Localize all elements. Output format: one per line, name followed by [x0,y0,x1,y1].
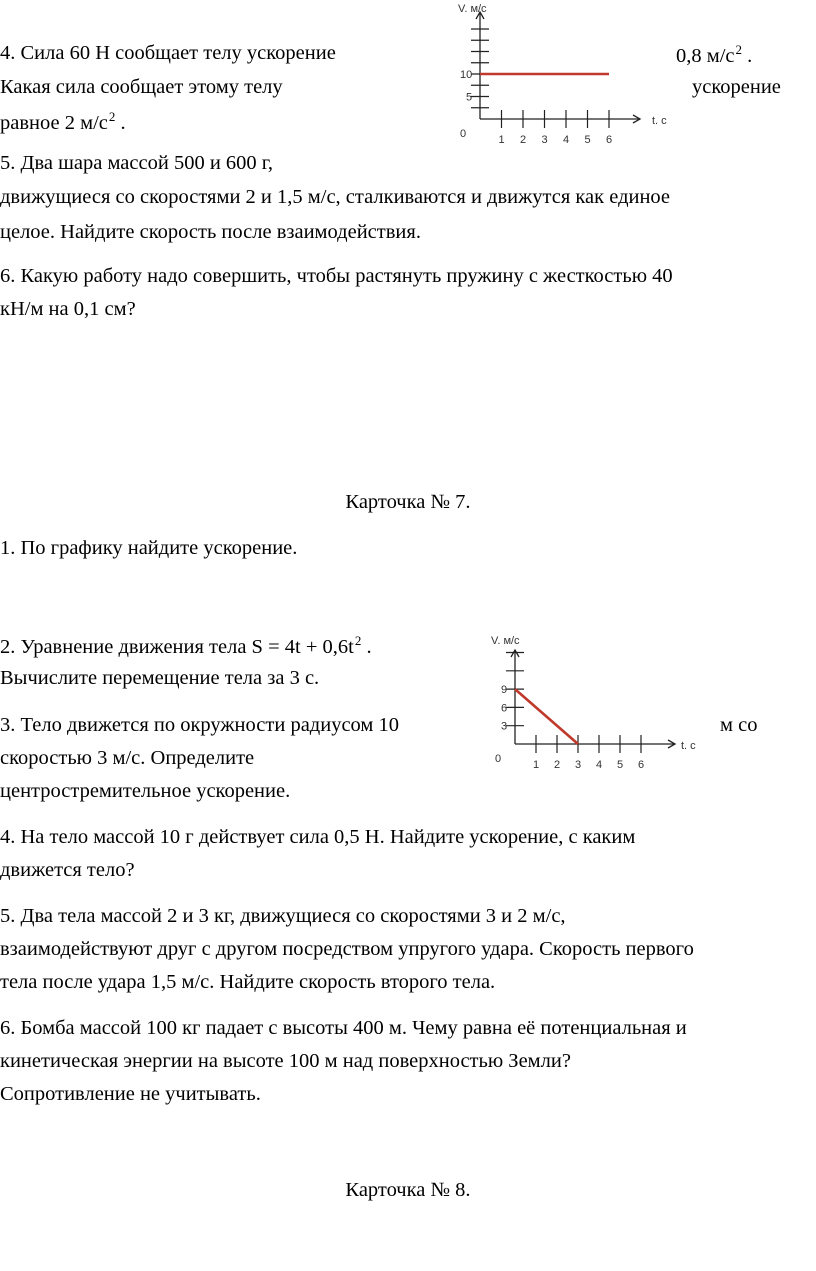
x-tick-label: 3 [575,759,582,771]
origin-label: 0 [495,753,502,765]
value-end: . [742,45,753,67]
question-6-line2: кН/м на 0,1 см? [0,298,136,320]
x-tick-label: 2 [520,134,527,146]
card-8-title: Карточка № 8. [345,1179,471,1201]
x-tick-label: 6 [638,759,645,771]
y-tick-label: 10 [460,69,473,81]
card7-question-5-line1: 5. Два тела массой 2 и 3 кг, движущиеся со скоростями 3 и 2 м/с, [0,905,566,927]
y-tick-label: 6 [501,702,508,715]
x-tick-label: 3 [541,134,548,146]
x-axis-label: t. с [652,115,667,127]
card7-question-4-line2: движется тело? [0,859,135,881]
card7-question-1: 1. По графику найдите ускорение. [0,537,298,559]
superscript: 2 [735,42,743,57]
card7-question-6-line1: 6. Бомба массой 100 кг падает с высоты 400 м. Чему равна её потенциальная и [0,1017,687,1039]
x-tick-label: 5 [617,759,624,771]
x-tick-label: 1 [533,759,540,771]
line3-text: равное 2 м/с [0,112,108,134]
card7-question-3-line1-right: м со [720,714,758,736]
y-tick-label: 5 [466,91,473,104]
question-5-line3: целое. Найдите скорость после взаимодействия. [0,221,421,243]
card7-question-2-line2: Вычислите перемещение тела за 3 с. [0,667,320,689]
x-tick-label: 4 [563,134,570,146]
x-tick-label: 2 [554,759,561,771]
question-4-line2-left: Какая сила сообщает этому телу [0,76,283,98]
superscript: 2 [354,633,362,648]
y-tick-label: 9 [501,684,508,697]
question-4-line1 [0,43,336,64]
card7-question-4-line1: 4. На тело массой 10 г действует сила 0,5 Н. Найдите ускорение, с каким [0,826,636,848]
y-tick-label: 3 [501,720,508,733]
question-4-value [676,43,752,67]
value-text: 0,8 м/с [676,45,735,67]
x-tick-label: 4 [596,759,603,771]
card7-question-3-line2: скоростью 3 м/с. Определите [0,747,255,769]
line3-end: . [115,112,126,134]
question-5-line2: движущиеся со скоростями 2 и 1,5 м/с, сталкиваются и движутся как единое [0,186,671,208]
origin-label: 0 [460,128,467,140]
velocity-graph-1 [440,0,680,155]
card7-question-5-line2: взаимодействуют друг с другом посредством упругого удара. Скорость первого [0,938,694,960]
y-axis-label: V. м/с [458,3,487,15]
x-tick-label: 1 [498,134,505,146]
card7-question-2-line1 [0,634,372,658]
question-4-line3 [0,110,126,134]
x-tick-label: 5 [584,134,591,146]
superscript: 2 [108,109,116,124]
x-tick-label: 6 [606,134,613,146]
question-4-line2-right: ускорение [692,76,781,98]
card7-question-6-line3: Сопротивление не учитывать. [0,1083,261,1105]
velocity-graph-2 [485,630,725,780]
question-4-text: 4. Сила 60 Н сообщает телу ускорение [0,42,336,64]
card7-question-3-line3: центростремительное ускорение. [0,780,291,802]
card-7-title: Карточка № 7. [345,491,471,513]
equation-text: 2. Уравнение движения тела S = 4t + 0,6t [0,636,354,658]
question-5-line1: 5. Два шара массой 500 и 600 г, [0,152,274,174]
y-axis-label: V. м/с [491,635,520,647]
card7-question-5-line3: тела после удара 1,5 м/с. Найдите скорость второго тела. [0,971,496,993]
equation-end: . [361,636,372,658]
velocity-line [515,689,578,744]
question-6-line1: 6. Какую работу надо совершить, чтобы растянуть пружину с жесткостью 40 [0,265,673,287]
card7-question-3-line1: 3. Тело движется по окружности радиусом 10 [0,714,399,736]
x-axis-label: t. с [681,740,696,752]
card7-question-6-line2: кинетическая энергии на высоте 100 м над поверхностью Земли? [0,1050,571,1072]
